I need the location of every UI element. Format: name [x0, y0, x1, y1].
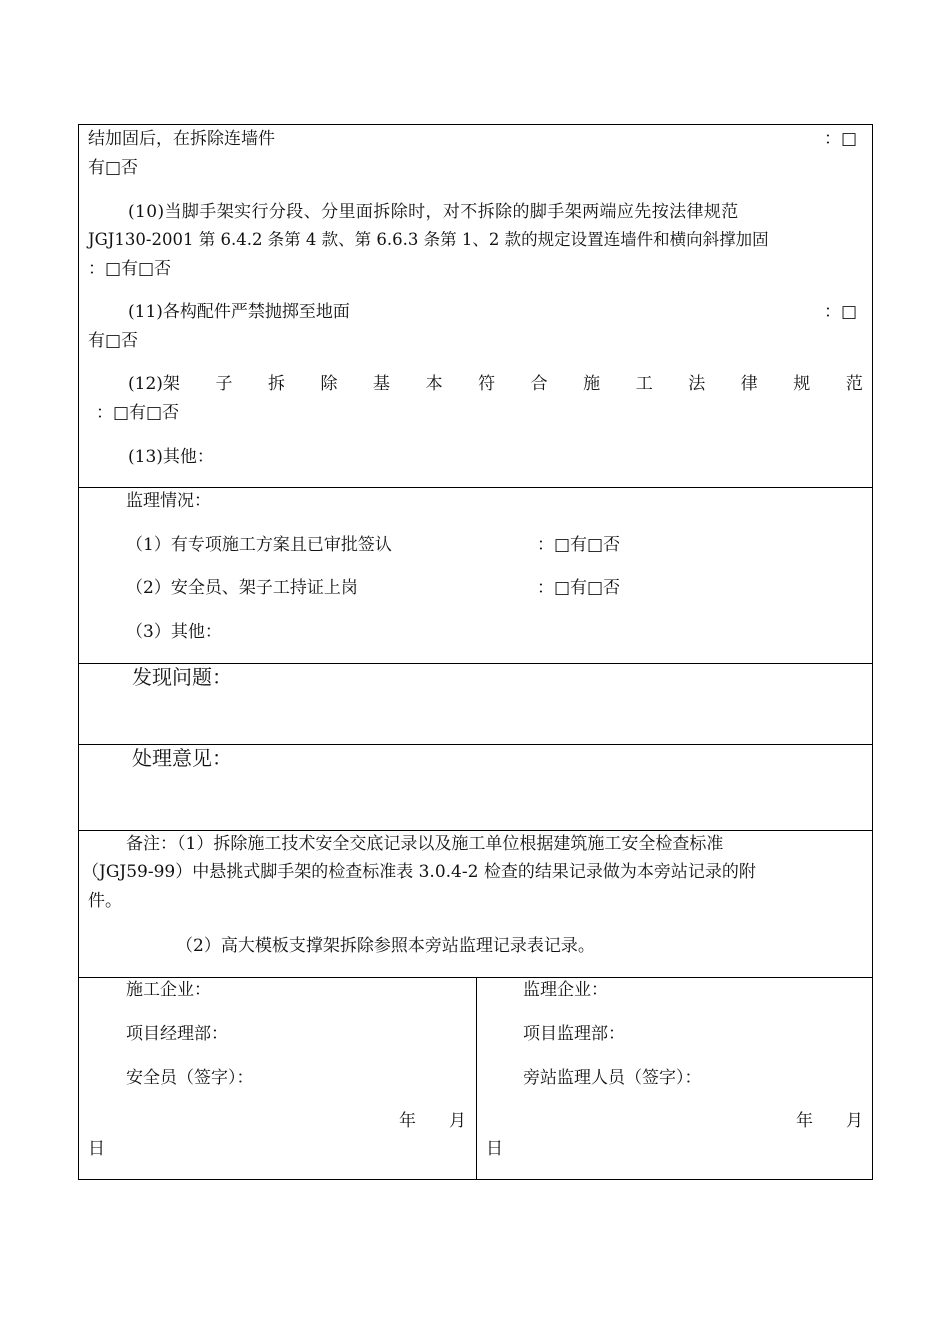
divider [79, 744, 872, 745]
item12-char: 基 [373, 374, 391, 394]
item9-line1: 结加固后，在拆除连墙件 [88, 129, 275, 149]
item9-checkbox-yes[interactable]: ：□ [824, 129, 858, 149]
problems-title: 发现问题： [132, 665, 232, 689]
item12-char: 范 [845, 374, 863, 394]
remarks-line1: 备注：（1）拆除施工技术安全交底记录以及施工单位根据建筑施工安全检查标准 [126, 834, 724, 854]
item12-char: 拆 [267, 374, 285, 394]
safety-officer-signature-label: 安全员（签字）： [126, 1068, 254, 1088]
supervision-item2-checkbox[interactable]: ：□有□否 [537, 578, 621, 598]
signature-column-divider [476, 977, 477, 1179]
supervision-item3: （3）其他： [126, 622, 222, 642]
item12-char: (12)架 [128, 374, 180, 394]
remarks-line2: （JGJ59-99）中悬挑式脚手架的检查标准表 3.0.4-2 检查的结果记录做为本旁站记录的附 [82, 862, 756, 882]
supervision-title: 监理情况： [126, 491, 211, 511]
right-day-label: 日 [486, 1139, 503, 1159]
divider [79, 830, 872, 831]
item9-line2: 有□否 [88, 158, 139, 178]
item12-char: 合 [530, 374, 548, 394]
left-day-label: 日 [88, 1139, 105, 1159]
supervision-item1: （1）有专项施工方案且已审批签认 [126, 535, 392, 555]
item11-checkbox-yes[interactable]: ：□ [824, 302, 858, 322]
item10-line2: JGJ130-2001 第 6.4.2 条第 4 款、第 6.6.3 条第 1、2 款的规定设置连墙件和横向斜撑加固 [88, 230, 769, 249]
contractor-dept-label: 项目经理部： [126, 1024, 228, 1044]
item12-char: 工 [635, 374, 653, 394]
item10-line3: ：□有□否 [88, 259, 172, 279]
right-year-label: 年 [796, 1111, 813, 1131]
supervisor-signature-label: 旁站监理人员（签字）： [523, 1068, 702, 1088]
remarks-line3: 件。 [88, 891, 122, 911]
supervisor-dept-label: 项目监理部： [523, 1024, 625, 1044]
remarks-line4: （2）高大模板支撑架拆除参照本旁站监理记录表记录。 [176, 936, 595, 956]
item12-line1 [128, 374, 863, 394]
item12-char: 律 [740, 374, 758, 394]
item12-char: 符 [478, 374, 496, 394]
item12-char: 规 [793, 374, 811, 394]
left-month-label: 月 [449, 1111, 466, 1131]
supervision-item2: （2）安全员、架子工持证上岗 [126, 578, 358, 598]
right-month-label: 月 [846, 1111, 863, 1131]
item12-line2: ：□有□否 [96, 403, 180, 423]
item11-line1: (11)各构配件严禁抛掷至地面 [128, 302, 350, 322]
item13: (13)其他： [128, 447, 214, 467]
record-table [78, 124, 873, 1180]
left-year-label: 年 [399, 1111, 416, 1131]
item12-char: 子 [215, 374, 233, 394]
opinions-title: 处理意见： [132, 746, 232, 770]
supervision-item1-checkbox[interactable]: ：□有□否 [537, 535, 621, 555]
supervisor-company-label: 监理企业： [523, 980, 608, 1000]
divider [79, 663, 872, 664]
item12-char: 除 [320, 374, 338, 394]
item12-char: 施 [583, 374, 601, 394]
item12-char: 法 [688, 374, 706, 394]
item12-char: 本 [425, 374, 443, 394]
divider [79, 487, 872, 488]
item10-line1: (10)当脚手架实行分段、分里面拆除时，对不拆除的脚手架两端应先按法律规范 [128, 202, 739, 222]
item11-line2: 有□否 [88, 331, 139, 351]
contractor-company-label: 施工企业： [126, 980, 211, 1000]
